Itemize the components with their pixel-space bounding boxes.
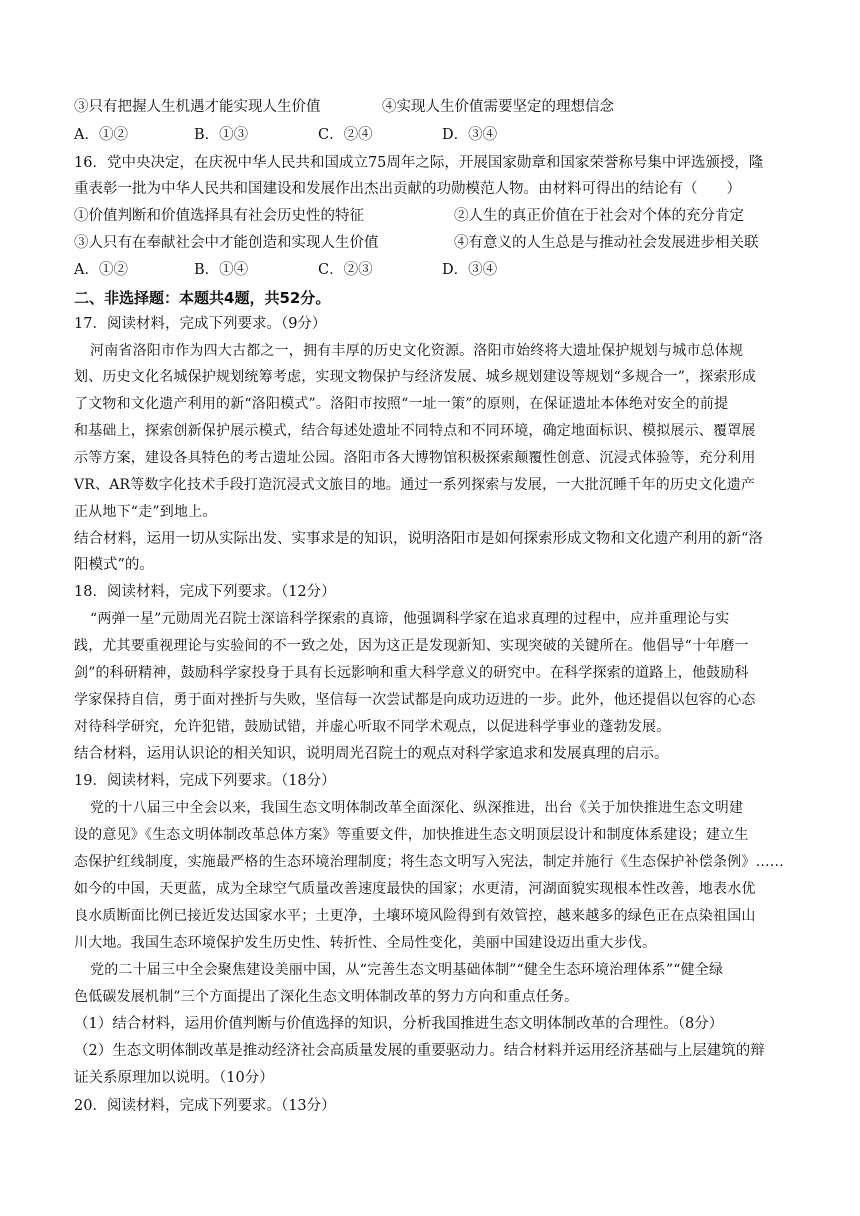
q16-statement-2: ②人生的真正价值在于社会对个体的充分肯定: [454, 208, 744, 224]
q19-material-line: 党的二十届三中全会聚焦建设美丽中国，从“完善生态文明基础体制”“健全生态环境治理体系”“健全绿: [90, 962, 724, 978]
q16-statements-row-1: [74, 206, 794, 226]
q19-material-line: 良水质断面比例已接近发达国家水平；土更净，土壤环境风险得到有效管控，越来越多的绿色正在点染祖国山: [74, 908, 756, 924]
q17-material-line: VR、AR等数字化技术手段打造沉浸式文旅目的地。通过一系列探索与发展，一大批沉睡千年的历史文化遗产: [74, 477, 756, 493]
q16-options-row: [74, 260, 794, 280]
q19-sub-question-1: （1）结合材料，运用价值判断与价值选择的知识，分析我国推进生态文明体制改革的合理性。（8分）: [74, 1016, 724, 1032]
q15-statement-4: ④实现人生价值需要坚定的理想信念: [382, 99, 614, 115]
q17-title: 17．阅读材料，完成下列要求。（9分）: [74, 316, 327, 332]
q16-statement-3: ③人只有在奉献社会中才能创造和实现人生价值: [74, 235, 379, 251]
q19-material-line: 如今的中国，天更蓝，成为全球空气质量改善速度最快的国家；水更清，河湖面貌实现根本性改善，地表水优: [74, 881, 756, 897]
q17-question-line: 阳模式”的。: [74, 557, 154, 573]
q17-material-line: 了文物和文化遗产利用的新“洛阳模式”。洛阳市按照“一址一策”的原则，在保证遗址本体绝对安全的前提: [74, 396, 729, 412]
q18-question-line: 结合材料，运用认识论的相关知识，说明周光召院士的观点对科学家追求和发展真理的启示。: [74, 746, 669, 762]
q15-statements-row: [74, 97, 794, 117]
q15-option-c: C．②④: [318, 127, 373, 143]
q18-title: 18．阅读材料，完成下列要求。（12分）: [74, 584, 336, 600]
q16-stem-line-2: 重表彰一批为中华人民共和国建设和发展作出杰出贡献的功勋模范人物。由材料可得出的结论有（ ）: [74, 181, 741, 197]
q16-option-b: B．①④: [194, 262, 249, 278]
q15-option-a: A．①②: [74, 127, 128, 143]
q17-material-line: 正从地下“走”到地上。: [74, 504, 217, 520]
q15-statement-3: ③只有把握人生机遇才能实现人生价值: [74, 99, 321, 115]
q19-material-line: 党的十八届三中全会以来，我国生态文明体制改革全面深化、纵深推进，出台《关于加快推进生态文明建: [90, 800, 744, 816]
q20-title: 20．阅读材料，完成下列要求。（13分）: [74, 1098, 336, 1114]
q19-material-line: 色低碳发展机制”三个方面提出了深化生态文明体制改革的努力方向和重点任务。: [74, 989, 579, 1005]
q17-material-line: 划、历史文化名城保护规划统筹考虑，实现文物保护与经济发展、城乡规划建设等规划“多规合一”，探索形成: [74, 369, 757, 385]
q18-material-line: 学家保持自信，勇于面对挫折与失败，坚信每一次尝试都是向成功迈进的一步。此外，他还提倡以包容的心态: [74, 692, 756, 708]
q17-material-line: 河南省洛阳市作为四大古都之一，拥有丰厚的历史文化资源。洛阳市始终将大遗址保护规划与城市总体规: [90, 343, 744, 359]
q18-material-line: 对待科学研究，允许犯错，鼓励试错，并虚心听取不同学术观点，以促进科学事业的蓬勃发展。: [74, 719, 671, 735]
section-2-heading: 二、非选择题：本题共4题，共52分。: [74, 289, 331, 307]
q17-question-line: 结合材料，运用一切从实际出发、实事求是的知识，说明洛阳市是如何探索形成文物和文化遗产利用的新“洛: [74, 531, 763, 547]
q17-material-line: 示等方案，建设各具特色的考古遗址公园。洛阳市各大博物馆积极探索颠覆性创意、沉浸式体验等，充分利用: [74, 450, 756, 466]
q19-sub-question-2: （2）生态文明体制改革是推动经济社会高质量发展的重要驱动力。结合材料并运用经济基础与上层建筑的辩: [74, 1043, 765, 1059]
q16-statements-row-2: [74, 233, 794, 253]
q19-material-line: 态保护红线制度，实施最严格的生态环境治理制度；将生态文明写入宪法，制定并施行《生态保护补偿条例》……: [74, 854, 784, 870]
q19-material-line: 设的意见》《生态文明体制改革总体方案》等重要文件，加快推进生态文明顶层设计和制度体系建设；建立生: [74, 827, 749, 843]
q16-stem-line-1: 16．党中央决定，在庆祝中华人民共和国成立75周年之际，开展国家勋章和国家荣誉称号集中评选颁授，隆: [74, 155, 764, 171]
q19-sub-question-2-cont: 证关系原理加以说明。（10分）: [74, 1070, 274, 1086]
q15-option-b: B．①③: [194, 127, 249, 143]
q16-option-d: D．③④: [442, 262, 498, 278]
q19-material-line: 川大地。我国生态环境保护发生历史性、转折性、全局性变化，美丽中国建设迈出重大步伐。: [74, 935, 657, 951]
q15-option-d: D．③④: [442, 127, 498, 143]
q17-material-line: 和基础上，探索创新保护展示模式，结合每述处遗址不同特点和不同环境，确定地面标识、模拟展示、覆罩展: [74, 423, 756, 439]
q15-options-row: [74, 125, 794, 145]
q16-option-a: A．①②: [74, 262, 128, 278]
q18-material-line: “两弹一星”元勋周光召院士深谙科学探索的真谛，他强调科学家在追求真理的过程中，应并重理论与实: [90, 611, 730, 627]
q18-material-line: 剑”的科研精神，鼓励科学家投身于具有长远影响和重大科学意义的研究中。在科学探索的道路上，他鼓励科: [74, 665, 749, 681]
q18-material-line: 践，尤其要重视理论与实验间的不一致之处，因为这正是发现新知、实现突破的关键所在。他倡导“十年磨一: [74, 638, 749, 654]
q19-title: 19．阅读材料，完成下列要求。（18分）: [74, 773, 336, 789]
q16-statement-4: ④有意义的人生总是与推动社会发展进步相关联: [454, 235, 759, 251]
q16-statement-1: ①价值判断和价值选择具有社会历史性的特征: [74, 208, 364, 224]
q16-option-c: C．②③: [318, 262, 373, 278]
